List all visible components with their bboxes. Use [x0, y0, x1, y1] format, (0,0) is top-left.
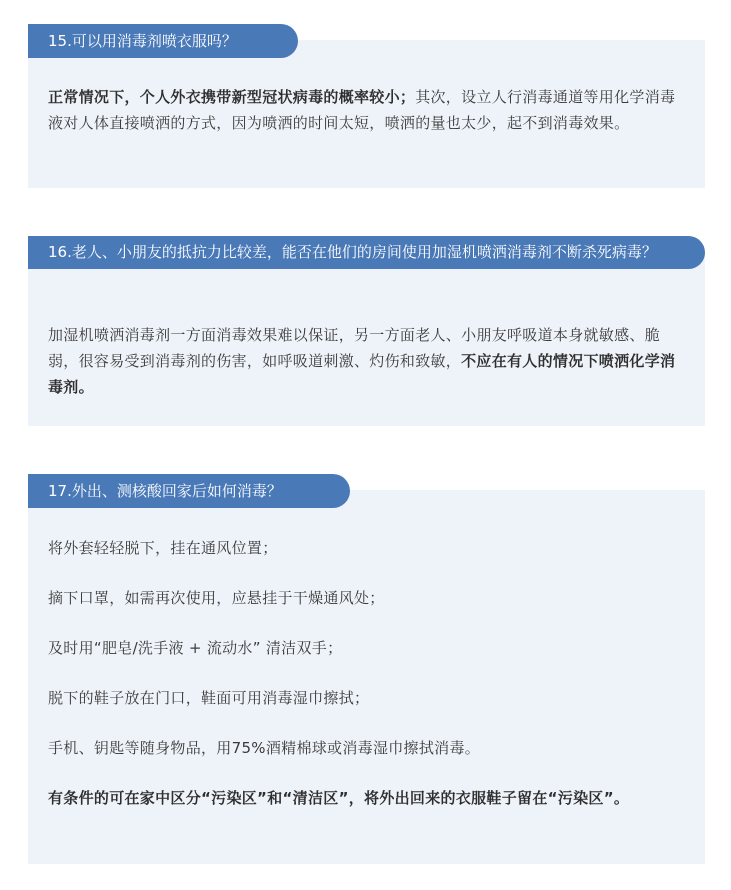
q17-step-2: 摘下口罩，如需再次使用，应悬挂于干燥通风处； [48, 589, 385, 607]
q16-title: 16.老人、小朋友的抵抗力比较差，能否在他们的房间使用加湿机喷洒消毒剂不断杀死病毒？ [28, 236, 705, 269]
q17-step-1: 将外套轻轻脱下，挂在通风位置； [48, 539, 278, 557]
q17-final-note: 有条件的可在家中区分“污染区”和“清洁区”，将外出回来的衣服鞋子留在“污染区”。 [48, 789, 630, 807]
q15-answer-rest: 其次，设立人行消毒通道等用化学消毒液对人体直接喷洒的方式，因为喷洒的时间太短，喷洒的量也太少，起不到消毒效果。 [48, 88, 676, 132]
q15-answer-bold: 正常情况下，个人外衣携带新型冠状病毒的概率较小； [48, 88, 416, 106]
q15-answer [48, 84, 688, 136]
q17-title: 17.外出、测核酸回家后如何消毒？ [28, 474, 350, 508]
q17-step-3: 及时用“肥皂/洗手液 + 流动水” 清洁双手； [48, 639, 343, 657]
q16-answer-text: 加湿机喷洒消毒剂一方面消毒效果难以保证，另一方面老人、小朋友呼吸道本身就敏感、脆弱，很容易受到消毒剂的伤害，如呼吸道刺激、灼伤和致敏， [48, 326, 661, 370]
q15-title: 15.可以用消毒剂喷衣服吗？ [28, 24, 298, 58]
q16-answer [48, 322, 688, 400]
q16-answer-bold: 不应在有人的情况下喷洒化学消毒剂。 [48, 352, 676, 396]
q17-step-5: 手机、钥匙等随身物品，用75%酒精棉球或消毒湿巾擦拭消毒。 [48, 739, 481, 757]
q17-step-4: 脱下的鞋子放在门口，鞋面可用消毒湿巾擦拭； [48, 689, 370, 707]
